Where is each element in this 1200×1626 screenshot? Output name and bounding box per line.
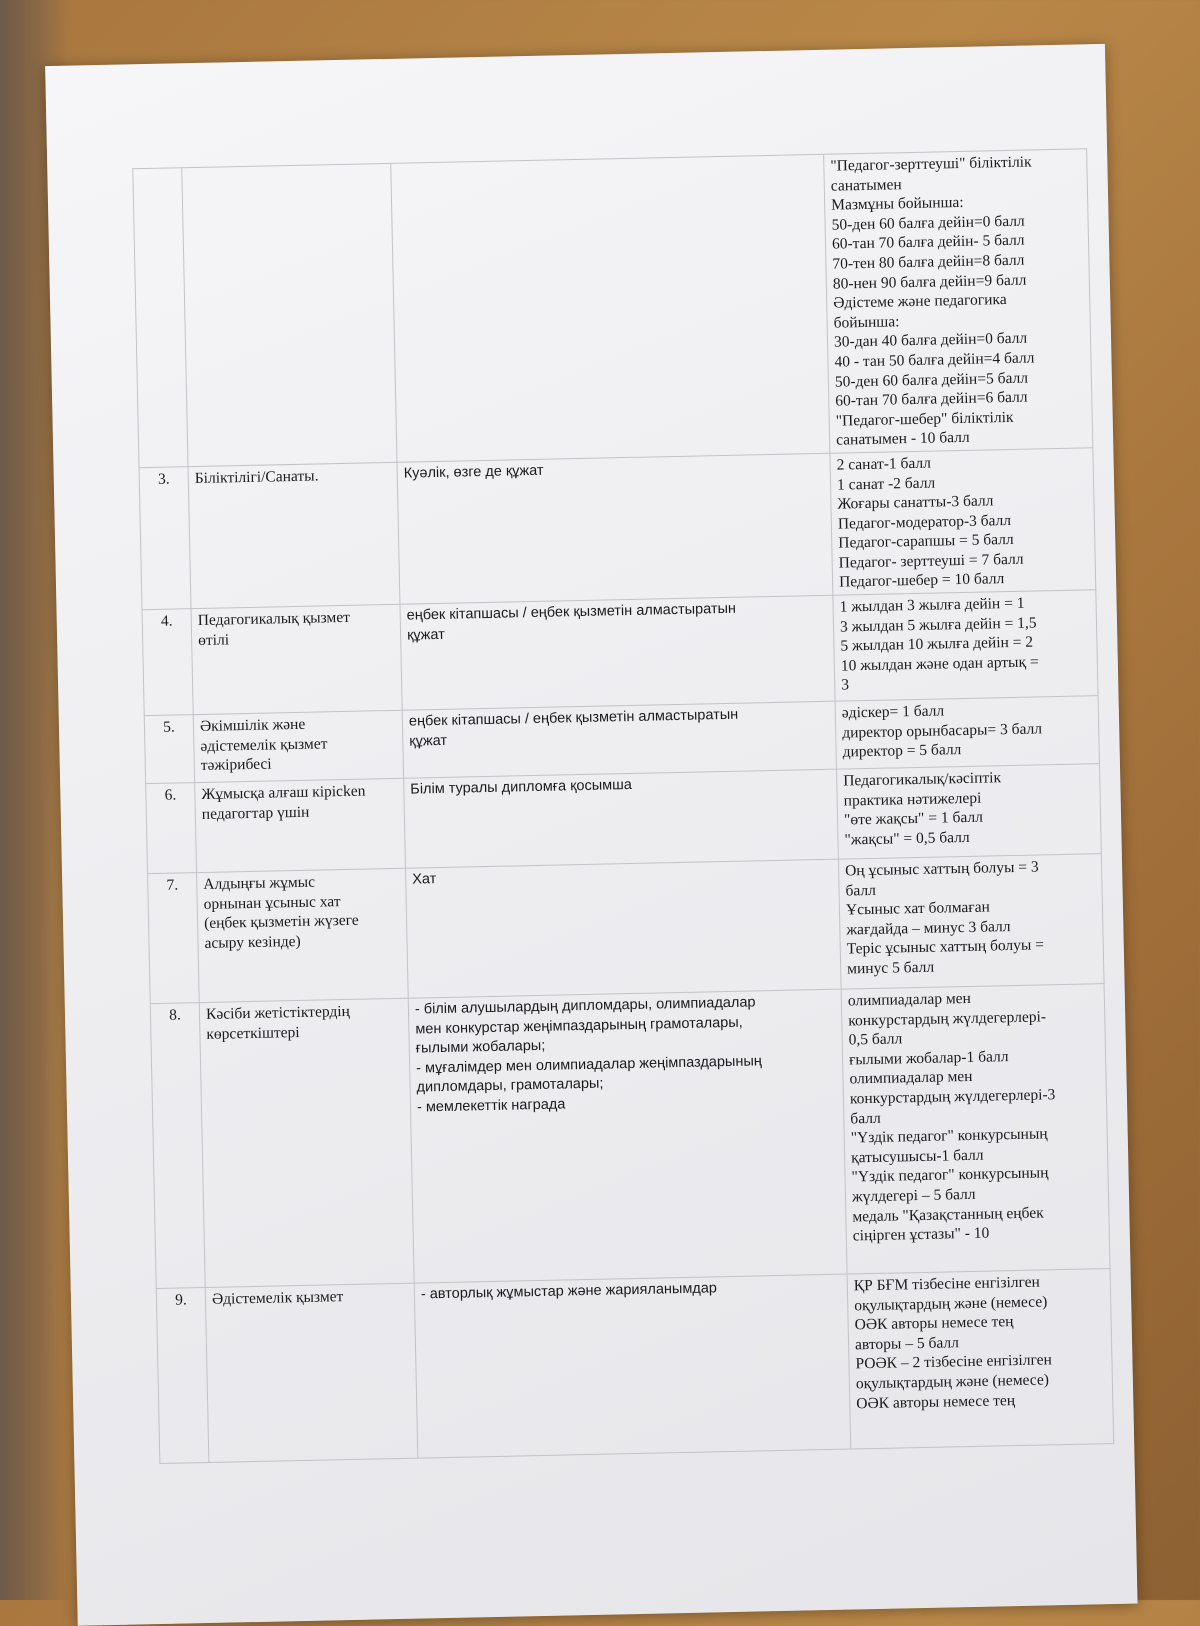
criterion-cell-line: Әдістемелік қызмет (211, 1288, 344, 1308)
document-cell (391, 154, 830, 462)
row-number (148, 873, 200, 1004)
table-row (139, 448, 1096, 610)
score-cell-line: жағдайда – минус 3 балл (846, 917, 1011, 939)
document-cell-line: Білім туралы дипломға қосымша (410, 777, 633, 798)
score-cell-line: 0,5 балл (848, 1030, 903, 1049)
score-cell-line: Педагогикалық/кәсіптік (843, 769, 1002, 790)
score-cell (833, 590, 1098, 701)
score-cell-line: "жақсы" = 0,5 балл (844, 828, 970, 849)
score-cell-line: жүлдегері – 5 балл (851, 1185, 976, 1206)
score-cell (824, 149, 1093, 453)
row-number (146, 783, 197, 874)
table-row (156, 1269, 1113, 1464)
document-cell-line: - білім алушылардың дипломдары, олимпиадалар (414, 994, 756, 1018)
score-cell-line: 5 жылдан 10 жылға дейін = 2 (840, 633, 1034, 655)
criterion-cell (182, 163, 397, 466)
score-cell-line: Педагог-шебер = 10 балл (838, 570, 1005, 592)
score-cell-line: 60-тан 70 балға дейін- 5 балл (831, 232, 1025, 254)
score-cell-line: 60-тан 70 балға дейін=6 балл (835, 388, 1028, 410)
row-number (133, 168, 188, 468)
document-page (45, 44, 1137, 1626)
criterion-cell-line: Жұмысқа алғаш кірісken (201, 782, 366, 804)
score-cell-line: 1 санат -2 балл (836, 474, 936, 494)
criterion-cell-line: Біліктілігі/Санаты. (194, 467, 319, 487)
document-cell (404, 769, 839, 868)
score-cell-line: конкурстардың жүлдегерлері-3 (849, 1086, 1056, 1108)
row-number (144, 715, 194, 784)
score-cell-line: медаль "Қазақстанның еңбек (852, 1204, 1044, 1226)
table-row (148, 854, 1105, 1004)
criterion-cell (199, 998, 414, 1287)
score-cell-line: ҚР БҒМ тізбесіне енгізілген (853, 1273, 1041, 1295)
row-number-text: 5. (162, 718, 175, 736)
score-cell-line: олимпиадалар мен (847, 989, 972, 1010)
score-cell-line: ОӘК авторы немесе тең (856, 1391, 1016, 1413)
score-cell-line: практика нәтижелері (843, 789, 982, 810)
criterion-cell-text (188, 166, 384, 170)
document-cell (414, 1274, 851, 1458)
document-cell-line: құжат (406, 626, 445, 644)
document-cell-line: құжат (409, 732, 448, 750)
document-cell-line: - авторлық жұмыстар және жарияланымдар (420, 1280, 718, 1303)
score-cell-line: ОӘК авторы немесе тең (854, 1313, 1014, 1334)
criterion-cell (197, 868, 409, 1002)
score-cell (835, 696, 1099, 769)
document-cell-line: дипломдары, грамоталары; (416, 1076, 604, 1096)
row-number (150, 1003, 205, 1289)
score-cell-line: санатымен - 10 балл (835, 429, 970, 449)
row-number-text: 6. (164, 786, 177, 804)
score-cell-line: 50-ден 60 балға дейін=5 балл (834, 369, 1029, 391)
score-cell-line: Педагог- зерттеуші = 7 балл (838, 550, 1024, 572)
score-cell-line: санатымен (830, 175, 902, 195)
score-cell-line: 50-ден 60 балға дейін=0 балл (831, 212, 1025, 234)
score-cell (841, 984, 1110, 1274)
criterion-cell-line: Кәсіби жетістіктердің (205, 1002, 351, 1023)
document-cell (405, 859, 841, 998)
criterion-cell-line: асыру кезінде) (204, 932, 301, 952)
score-cell-line: 3 (841, 676, 850, 694)
score-cell (837, 764, 1102, 859)
score-cell (838, 854, 1104, 989)
score-cell-line: Оң ұсыныс хаттың болуы = 3 (844, 858, 1039, 880)
score-cell-line: 2 санат-1 балл (836, 454, 932, 474)
criterion-cell-line: тәжірибесі (200, 755, 272, 775)
row-number-text: 8. (169, 1006, 182, 1024)
score-cell-line: директор орынбасары= 3 балл (842, 720, 1043, 742)
score-cell-line: 80-нен 90 балға дейін=9 балл (832, 271, 1027, 293)
score-cell-line: авторы – 5 балл (854, 1334, 960, 1354)
criterion-cell-line: Алдыңғы жұмыс (203, 873, 316, 894)
score-cell-line: Ұсыныс хат болмаған (845, 898, 991, 919)
row-number-text: 4. (160, 612, 173, 630)
document-cell-line: ғылыми жобалары; (415, 1038, 546, 1057)
score-cell-line: 10 жылдан және одан артық = (840, 653, 1039, 675)
score-cell-line: 40 - тан 50 балға дейін=4 балл (834, 349, 1035, 371)
table-row (150, 984, 1110, 1289)
score-cell-line: әдіскер= 1 балл (841, 702, 945, 722)
score-cell-line: Теріс ұсыныс хаттың болуы = (846, 936, 1045, 958)
criterion-cell-line: көрсеткіштері (206, 1023, 300, 1043)
row-number (142, 609, 193, 716)
document-cell-line: Хат (412, 871, 437, 888)
score-cell-line: "Үздік педагог" конкурсының (850, 1125, 1048, 1147)
score-cell-line: Әдістеме және педагогика (833, 291, 1007, 312)
document-cell-line: - мемлекеттік награда (416, 1096, 566, 1116)
score-cell-line: балл (845, 881, 877, 900)
score-cell-line: балл (850, 1109, 881, 1128)
table-row (142, 590, 1098, 716)
document-cell (397, 453, 833, 604)
criterion-cell-line: әдістемелік қызмет (200, 734, 328, 755)
criterion-cell-line: өтілі (197, 631, 230, 649)
score-cell-line: "өте жақсы" = 1 балл (843, 808, 984, 829)
criterion-cell (193, 710, 403, 782)
criterion-cell (188, 462, 400, 609)
score-cell-line: "Педагог-шебер" біліктілік (835, 408, 1014, 430)
document-cell-line: мен конкурстар жеңімпаздарының грамоталары, (415, 1014, 743, 1038)
criterion-cell-line: (еңбек қызметін жүзеге (203, 911, 359, 933)
row-number (156, 1288, 209, 1464)
score-cell-line: сіңірген ұстазы" - 10 (852, 1224, 990, 1245)
score-cell-line: "Үздік педагог" конкурсының (851, 1164, 1049, 1186)
document-cell-line: еңбек кітапшасы / еңбек қызметін алмастыратын (406, 600, 737, 624)
score-cell-line: бойынша: (833, 313, 900, 332)
score-cell-line: директор = 5 балл (842, 741, 962, 761)
row-number-text: 7. (166, 876, 179, 894)
row-number-text: 3. (157, 470, 170, 488)
document-cell-line: еңбек кітапшасы / еңбек қызметін алмастыратын (408, 706, 739, 730)
score-cell-line: минус 5 балл (847, 958, 935, 978)
score-cell-line: "Педагог-зерттеуші" біліктілік (830, 153, 1032, 175)
score-cell-line: Педагог-модератор-3 балл (837, 511, 1012, 533)
score-cell-line: оқулықтардың және (немесе) (855, 1371, 1050, 1393)
document-cell (402, 701, 836, 778)
document-cell-line: Куәлік, өзге де құжат (403, 462, 544, 482)
score-cell-line: қатысушысы-1 балл (850, 1146, 984, 1167)
score-cell-line: конкурстардың жүлдегерлері- (848, 1008, 1047, 1030)
score-cell-line: Педагог-сарапшы = 5 балл (838, 531, 1014, 552)
score-cell-line: 1 жылдан 3 жылға дейін = 1 (839, 594, 1025, 616)
row-number (139, 467, 191, 610)
criterion-cell (205, 1283, 418, 1462)
row-number-text: 9. (174, 1291, 187, 1309)
criterion-cell-line: педагогтар үшін (201, 803, 310, 823)
document-cell (400, 595, 835, 710)
criterion-cell (195, 778, 406, 872)
table-row (133, 149, 1093, 468)
score-cell-line: Мазмұны бойынша: (831, 194, 964, 214)
document-cell-line: - мұғалімдер мен олимпиадалар жеңімпаздарының (416, 1053, 762, 1077)
score-cell-line: 30-дан 40 балға дейін=0 балл (833, 329, 1028, 351)
criterion-cell-line: орнынан ұсыныс хат (203, 892, 341, 913)
score-cell-line: олимпиадалар мен (849, 1068, 973, 1088)
score-cell-line: ғылыми жобалар-1 балл (848, 1047, 1009, 1069)
criterion-cell (191, 604, 402, 714)
score-cell-line: оқулықтардың және (немесе) (854, 1293, 1048, 1315)
row-number-text (139, 170, 175, 171)
criterion-cell-line: Әкімшілік және (199, 715, 306, 736)
score-cell-line: 3 жылдан 5 жылға дейін = 1,5 (839, 614, 1037, 636)
score-cell (847, 1269, 1114, 1449)
score-cell-line: Жоғары санатты-3 балл (837, 492, 994, 513)
document-cell (408, 989, 847, 1283)
score-cell-line: 70-тен 80 балға дейін=8 балл (832, 251, 1025, 273)
criteria-table (132, 148, 1114, 1464)
score-cell-line: РОӘК – 2 тізбесіне енгізілген (855, 1351, 1053, 1373)
score-cell (830, 448, 1096, 596)
criterion-cell-line: Педагогикалық қызмет (197, 608, 351, 630)
